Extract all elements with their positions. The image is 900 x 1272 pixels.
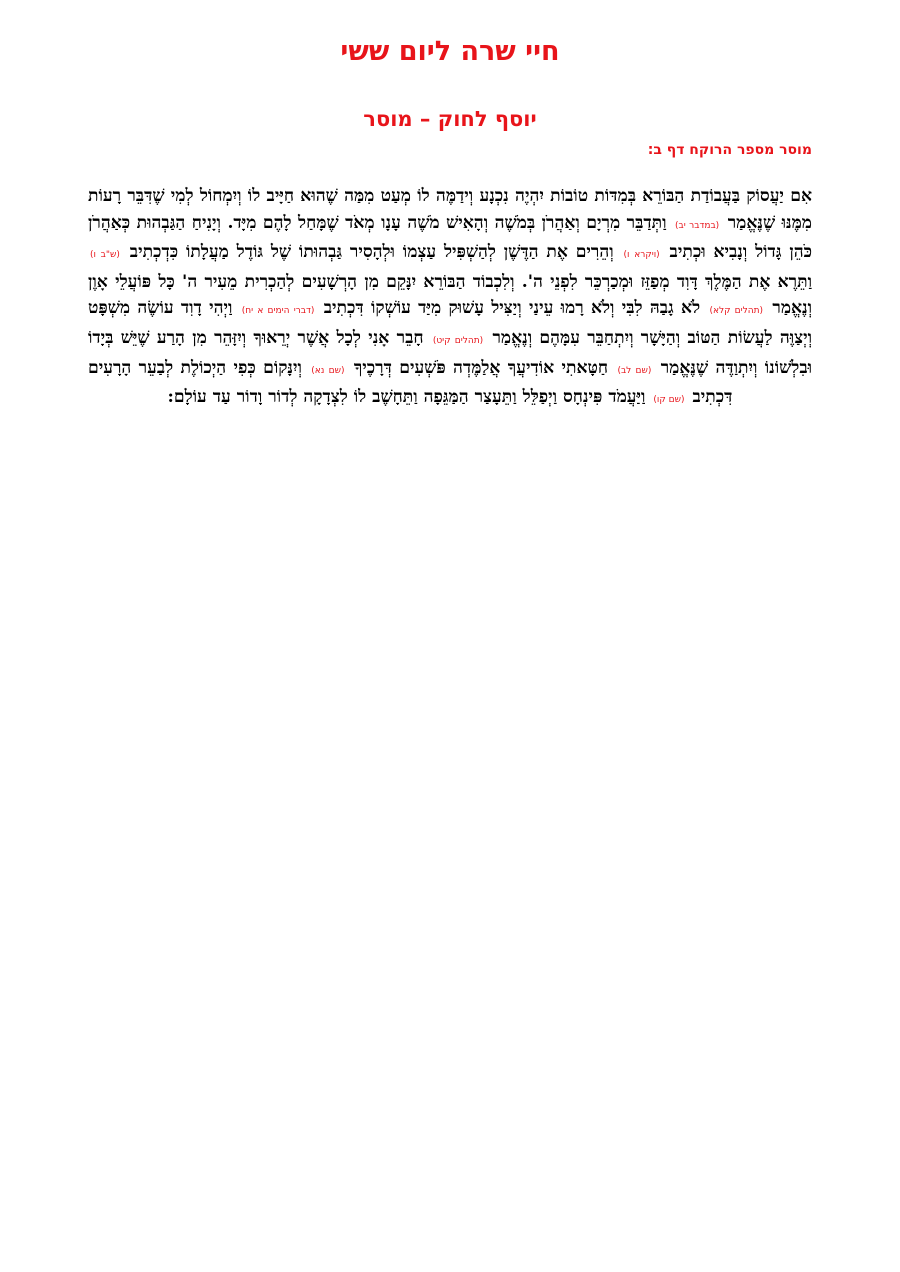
body-text-segment: חַטָּאתִי אוֹדִיעֲךָ אֲלַמֶּדְה פֹּשְׁעִים דְּרָכֶיךָ (353, 357, 609, 378)
body-text-segment: וְיִנָּקוֹם כְּפִי הַיְכוֹלֶת לְבַעֵר הָרָעִים דִּכְתִיב (88, 357, 733, 408)
body-text-segment: וַיַּעֲמֹד פִּינְחָס וַיְפַלֵּל וַתֵּעָצַר הַמַּגֵּפָה וַתֵּחָשֶׁב לוֹ לִצְדָקָה לְדוֹר וָדוֹר עַד עוֹלָם: (167, 387, 646, 408)
section-subtitle: יוסף לחוק – מוסר (363, 107, 537, 131)
source-citation: מוסר מספר הרוקח דף ב: (647, 142, 812, 158)
scripture-reference: (תהלים קלא) (709, 306, 764, 317)
body-paragraph (88, 183, 812, 414)
body-text-segment: לֹא גָבַהּ לִבִּי וְלֹא רָמוּ עֵינַי וְיַצִּיל עָשׁוּק מִיַּד עוֹשְׁקוֹ דִּכְתִיב (323, 298, 701, 319)
body-text-segment: וַתְּדַבֵּר מִרְיָם וְאַהֲרֹן בְּמֹשֶׁה וְהָאִישׁ מֹשֶׁה עָנָו מְאֹד שֶׁמָּחַל לָהֶם מִיָּד. וְיָנִיחַ הַגַּבְהוּת כְּאַהֲרֹן כֹּהֵן גָּדוֹל וְנָבִיא וּכְתִיב (88, 212, 813, 263)
body-text-segment: וַיְהִי דָוִד עוֹשֶׂה מִשְׁפָּט וְיְצַוֶּה לַעֲשׂוֹת הַטּוֹב וְהַיָּשָׁר וְיִתְחַבֵּר עִמָּהֶם וְנֶאֱמַר (88, 298, 813, 348)
scripture-reference: (במדבר יב) (675, 220, 720, 231)
scripture-reference: (ש"ב ו) (90, 250, 120, 261)
scripture-reference: (דברי הימים א יח) (241, 306, 315, 317)
scripture-reference: (תהלים קיט) (432, 335, 484, 346)
page-title: חיי שרה ליום ששי (340, 36, 560, 67)
scripture-reference: (ויקרא ו) (623, 250, 660, 261)
body-text-segment: אִם יַעֲסוֹק בַּעֲבוֹדַת הַבּוֹרֵא בְּמִדּוֹת טוֹבוֹת יִהְיֶה נִכְנָע וְידַמֶּה לוֹ מְעַט מִמַּה שֶׁהוּא חַיָּיב לוֹ וְיִמְחוֹל לְמִי שֶׁדִּבֵּר רָעוֹת מִמֶּנּוּ שֶׁנֶּאֱמַר (88, 186, 812, 233)
body-text-segment: חָבֵר אָנִי לְכָל אֲשֶׁר יְרֵאוּךָ וְיִזָּהֵר מִן הָרַע שֶׁיֵּשׁ בְּיָדוֹ וּבִלְשׁוֹנוֹ וְיִתְוַדֶּה שֶׁנֶּאֱמַר (88, 327, 813, 378)
scripture-reference: (שם לב) (617, 365, 652, 376)
body-text-segment: וַתֵּרֶא אֶת הַמֶּלֶךְ דָּוִד מְפַזֵּז וּמְכַרְכֵּר לִפְנֵי ה'. וְלִכְבוֹד הַבּוֹרֵא יִנָּקֵם מִן הָרְשָׁעִים לְהַכְרִית מֵעִיר ה' כָּל פּוֹעֲלֵי אָוֶן וְנֶאֱמַר (88, 271, 813, 319)
body-text-segment: וְהֵרִים אֶת הַדֶּשֶׁן לְהַשְׁפִּיל עַצְמוֹ וּלְהָסִיר גַּבְהוּתוֹ שֶׁל גּוֹדֶל מַעֲלָתוֹ כִּדְכְתִיב (129, 242, 614, 263)
scripture-reference: (שם קו) (653, 395, 685, 406)
scripture-reference: (שם נא) (311, 365, 345, 376)
